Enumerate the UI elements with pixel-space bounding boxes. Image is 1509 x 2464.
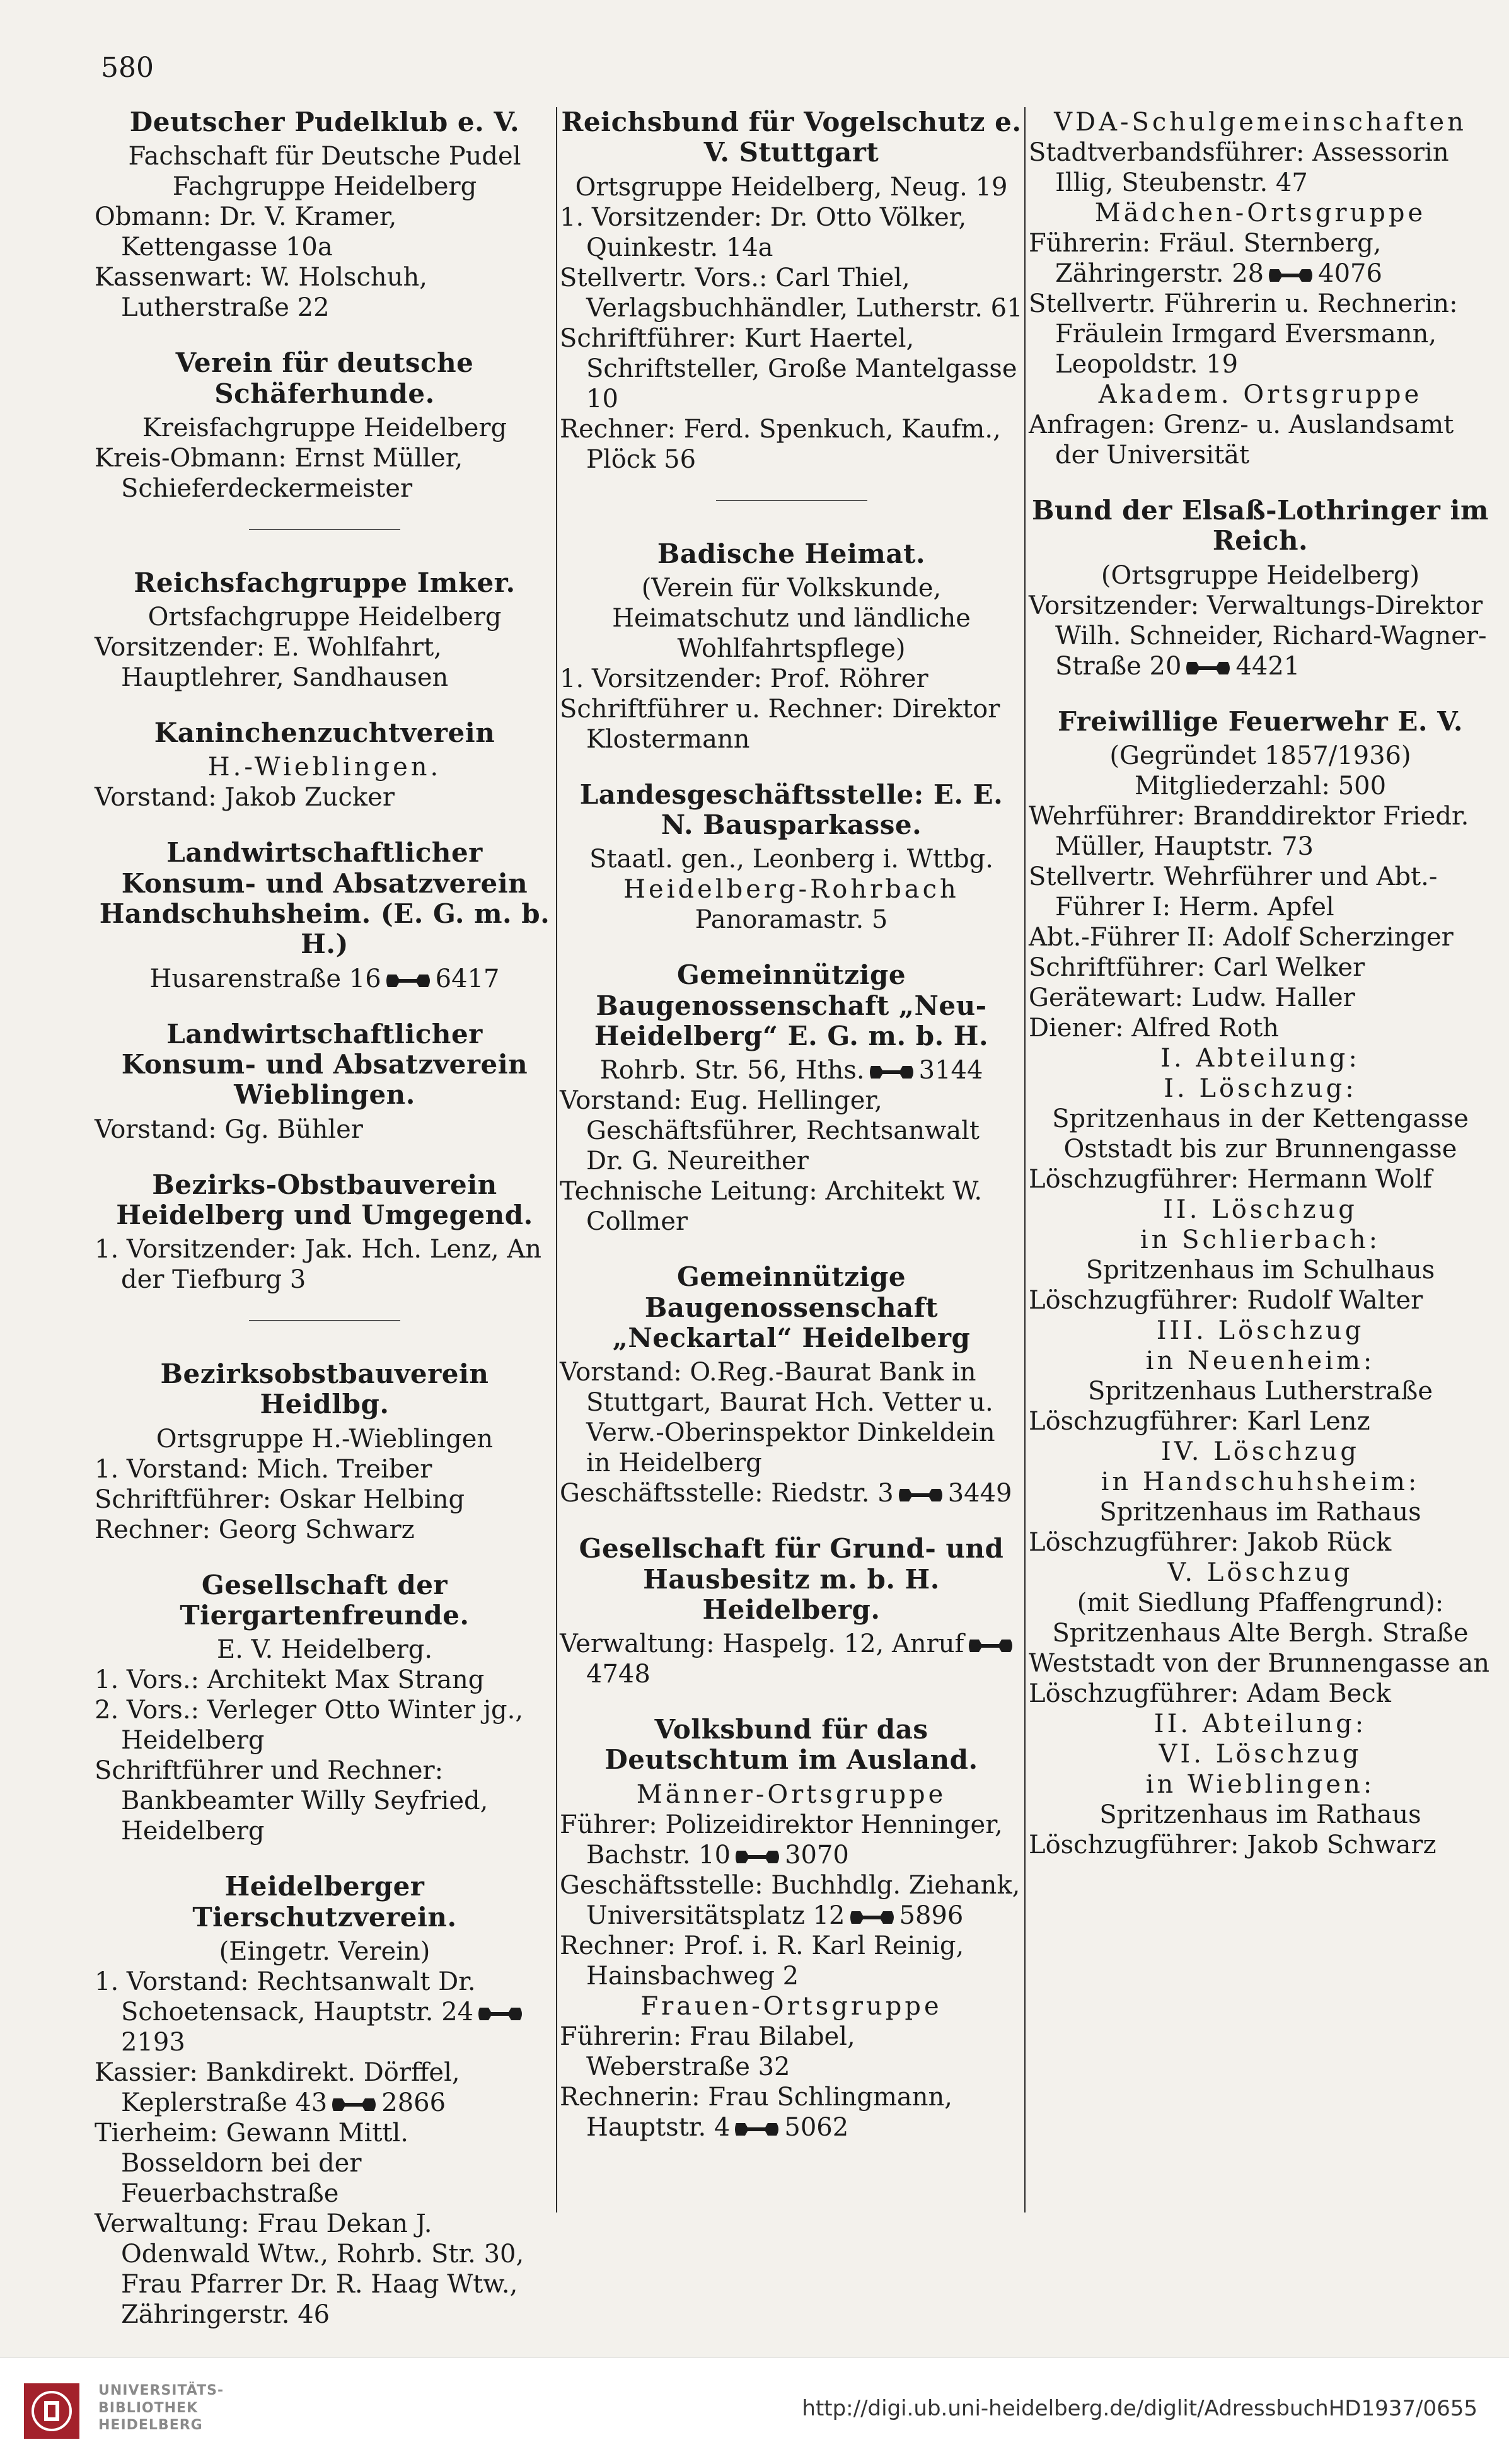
entry-title: Volksbund für das Deutschtum im Ausland. — [604, 1714, 978, 1776]
entry-line-text: Gerätewart: Ludw. Haller — [1029, 983, 1355, 1012]
directory-entry — [560, 1534, 1023, 1689]
entry-line-text: Geschäftsstelle: Riedstr. 3 — [560, 1479, 894, 1508]
phone-number: 5896 — [899, 1900, 964, 1930]
entry-line — [1029, 1769, 1492, 1800]
entry-line — [1029, 1618, 1492, 1648]
entry-line — [1029, 1679, 1492, 1709]
entry-line — [1029, 1830, 1492, 1860]
entry-line-text: Abt.-Führer II: Adolf Scherzinger — [1029, 922, 1454, 952]
entry-line-text: Kreis-Obmann: Ernst Müller, Schieferdeckermeister — [95, 443, 463, 503]
entry-line-text: (Ortsgruppe Heidelberg) — [1101, 560, 1420, 590]
phone-number: 2866 — [381, 2088, 446, 2117]
entry-line — [1029, 1527, 1492, 1558]
library-seal-icon — [23, 2382, 81, 2440]
entry-line-text: Vorstand: Eug. Hellinger, Geschäftsführer, Rechtsanwalt Dr. G. Neureither — [560, 1086, 980, 1176]
entry-title: Gesellschaft der Tiergartenfreunde. — [180, 1569, 470, 1631]
section-separator — [716, 500, 867, 501]
entry-line-text: Stellvertr. Wehrführer und Abt.-Führer I: Herm. Apfel — [1029, 862, 1438, 922]
entry-line-text: Verwaltung: Haspelg. 12, Anruf — [560, 1629, 964, 1659]
entry-line — [1029, 1073, 1492, 1104]
entry-line — [560, 1810, 1023, 1870]
telephone-receiver-icon — [734, 1847, 781, 1867]
entry-line-text: Rechner: Georg Schwarz — [95, 1515, 415, 1544]
entry-line — [1029, 198, 1492, 228]
entry-line-text: Spritzenhaus im Rathaus — [1099, 1800, 1421, 1829]
entry-line-text: Oststadt bis zur Brunnengasse — [1063, 1134, 1457, 1164]
library-name-line: HEIDELBERG — [98, 2417, 203, 2433]
entry-line — [560, 1055, 1023, 1085]
directory-entry — [95, 1170, 555, 1295]
entry-line-text: Mädchen-Ortsgruppe — [1094, 199, 1426, 228]
entry-line — [560, 664, 1023, 694]
document-url-link[interactable]: http://digi.ub.uni-heidelberg.de/diglit/AdressbuchHD1937/0655 — [802, 2396, 1477, 2421]
entry-title: Reichsfachgruppe Imker. — [134, 567, 516, 598]
entry-line-text: Husarenstraße 16 — [149, 964, 381, 993]
entry-line-text: Vorsitzender: Verwaltungs-Direktor Wilh. Schneider, Richard-Wagner-Straße 20 — [1029, 591, 1487, 681]
entry-line — [1029, 1013, 1492, 1043]
entry-line-text: Kassenwart: W. Holschuh, Lutherstraße 22 — [95, 263, 427, 323]
entry-line-text: Ortsfachgruppe Heidelberg — [147, 603, 502, 632]
entry-line — [1029, 1709, 1492, 1739]
entry-line-text: in Neuenheim: — [1145, 1346, 1375, 1375]
entry-line-text: Obmann: Dr. V. Kramer, Kettengasse 10a — [95, 202, 397, 262]
entry-line — [560, 1870, 1023, 1931]
entry-line-text: 1. Vors.: Architekt Max Strang — [95, 1665, 485, 1695]
entry-line — [1029, 983, 1492, 1013]
library-name-line: UNIVERSITÄTS- — [98, 2383, 224, 2398]
entry-line-text: Frauen-Ortsgruppe — [640, 1991, 942, 2021]
entry-line — [560, 573, 1023, 664]
entry-line — [1029, 137, 1492, 198]
entry-line — [1029, 1104, 1492, 1134]
column-rule-left — [556, 107, 557, 2212]
entry-title: Bezirksobstbauverein Heidlbg. — [160, 1358, 489, 1420]
entry-line-text: Spritzenhaus Lutherstraße — [1087, 1376, 1433, 1406]
entry-line-text: II. Löschzug — [1163, 1194, 1358, 1224]
entry-line-text: Vorsitzender: E. Wohlfahrt, Hauptlehrer, Sandhausen — [95, 633, 449, 693]
entry-line — [1029, 1164, 1492, 1194]
entry-line — [95, 2118, 555, 2209]
entry-line-text: Rechnerin: Frau Schlingmann, Hauptstr. 4 — [560, 2082, 952, 2142]
phone-number: 4076 — [1318, 259, 1382, 288]
entry-line-text: Vorstand: Gg. Bühler — [95, 1114, 363, 1144]
entry-line — [1029, 922, 1492, 952]
entry-line — [1029, 1285, 1492, 1316]
directory-entry — [560, 539, 1023, 755]
entry-line — [1029, 289, 1492, 379]
directory-column-2 — [560, 107, 1023, 2238]
entry-line — [95, 2209, 555, 2330]
phone-number: 4421 — [1235, 651, 1300, 681]
library-name — [98, 2382, 287, 2434]
entry-line — [95, 171, 555, 202]
entry-line-text: Spritzenhaus im Schulhaus — [1085, 1255, 1435, 1285]
entry-line-text: in Wieblingen: — [1145, 1769, 1375, 1799]
entry-line-text: Vorstand: Jakob Zucker — [95, 783, 395, 813]
entry-line — [1029, 1346, 1492, 1376]
entry-line — [1029, 1497, 1492, 1527]
entry-line-text: Weststadt von der Brunnengasse an — [1029, 1648, 1489, 1678]
entry-line — [1029, 1558, 1492, 1588]
entry-line-text: Tierheim: Gewann Mittl. Bosseldorn bei der Feuerbachstraße — [95, 2118, 408, 2208]
telephone-receiver-icon — [331, 2095, 378, 2115]
directory-column-1 — [95, 107, 555, 2329]
entry-line-text: Ortsgruppe H.-Wieblingen — [156, 1424, 494, 1454]
entry-line — [1029, 952, 1492, 983]
entry-title: Landwirtschaftlicher Konsum- und Absatzverein Wieblingen. — [121, 1018, 528, 1111]
directory-entry — [95, 1871, 555, 2330]
telephone-receiver-icon — [477, 2004, 524, 2024]
entry-line — [95, 262, 555, 323]
entry-line-text: I. Löschzug: — [1164, 1073, 1357, 1103]
entry-line-text: Führer: Polizeidirektor Henninger, Bachstr. 10 — [560, 1810, 1003, 1870]
entry-line — [560, 1991, 1023, 2022]
entry-line — [1029, 1255, 1492, 1285]
entry-line-text: II. Abteilung: — [1153, 1709, 1367, 1738]
entry-line — [1029, 741, 1492, 771]
entry-line-text: Vorstand: O.Reg.-Baurat Bank in Stuttgart, Baurat Hch. Vetter u. Verw.-Oberinspektor Dinkeldein in Heidelberg — [560, 1358, 995, 1478]
page-number: 580 — [101, 52, 154, 84]
entry-line — [95, 413, 555, 443]
entry-line — [95, 1665, 555, 1695]
entry-line-text: Staatl. gen., Leonberg i. Wttbg. — [589, 845, 993, 874]
entry-line-text: 1. Vorsitzender: Prof. Röhrer — [560, 664, 928, 693]
directory-entry — [95, 107, 555, 323]
entry-line — [1029, 107, 1492, 137]
entry-line-text: Stellvertr. Vors.: Carl Thiel, Verlagsbuchhändler, Lutherstr. 61 — [560, 263, 1023, 323]
entry-line-text: in Handschuhsheim: — [1101, 1467, 1420, 1496]
entry-line — [95, 141, 555, 171]
entry-line — [560, 1478, 1023, 1508]
telephone-receiver-icon — [898, 1485, 944, 1505]
entry-line-text: Kreisfachgruppe Heidelberg — [142, 413, 507, 442]
entry-line — [1029, 1437, 1492, 1467]
entry-line — [95, 1936, 555, 1967]
entry-line-text: Fachgruppe Heidelberg — [172, 172, 477, 202]
entry-line-text: (mit Siedlung Pfaffengrund): — [1077, 1588, 1444, 1617]
entry-title: Kaninchenzuchtverein — [154, 717, 495, 749]
entry-line — [1029, 1376, 1492, 1406]
entry-line — [1029, 862, 1492, 922]
directory-entry — [1029, 495, 1492, 681]
entry-line-text: IV. Löschzug — [1161, 1437, 1360, 1466]
entry-line — [1029, 1648, 1492, 1679]
entry-line-text: Akadem. Ortsgruppe — [1098, 380, 1423, 409]
entry-line — [560, 1931, 1023, 1991]
entry-line-text: VI. Löschzug — [1159, 1739, 1362, 1769]
entry-line — [1029, 1588, 1492, 1618]
entry-title: Freiwillige Feuerwehr E. V. — [1058, 705, 1463, 737]
phone-number: 6417 — [435, 964, 500, 993]
entry-line — [95, 1454, 555, 1484]
entry-line — [1029, 560, 1492, 591]
directory-column-3 — [1029, 107, 1492, 2238]
entry-line-text: Panoramastr. 5 — [695, 905, 888, 935]
entry-line — [1029, 801, 1492, 862]
entry-line — [560, 1629, 1023, 1689]
entry-line — [1029, 379, 1492, 410]
entry-line — [560, 172, 1023, 202]
entry-line-text: Verwaltung: Frau Dekan J. Odenwald Wtw., Rohrb. Str. 30, Frau Pfarrer Dr. R. Haag Wtw., Zähringerstr. 46 — [95, 2209, 524, 2329]
entry-line — [560, 323, 1023, 414]
telephone-receiver-icon — [1268, 265, 1314, 286]
entry-line — [95, 1755, 555, 1846]
entry-line-text: Führerin: Frau Bilabel, Weberstraße 32 — [560, 2022, 855, 2081]
entry-line-text: Löschzugführer: Rudolf Walter — [1029, 1285, 1423, 1315]
entry-line-text: Löschzugführer: Hermann Wolf — [1029, 1164, 1432, 1194]
entry-title: Reichsbund für Vogelschutz e. V. Stuttgart — [561, 107, 1022, 168]
entry-line — [95, 2057, 555, 2118]
entry-line-text: Spritzenhaus in der Kettengasse — [1052, 1104, 1469, 1133]
entry-line — [560, 202, 1023, 263]
entry-line — [1029, 1316, 1492, 1346]
entry-line-text: Schriftführer: Kurt Haertel, Schriftsteller, Große Mantelgasse 10 — [560, 323, 1017, 414]
entry-title: Deutscher Pudelklub e. V. — [129, 107, 520, 137]
entry-line-text: III. Löschzug — [1156, 1316, 1365, 1345]
entry-line-text: in Schlierbach: — [1140, 1225, 1381, 1254]
directory-entry — [95, 1019, 555, 1145]
entry-line-text: 2. Vors.: Verleger Otto Winter jg., Heidelberg — [95, 1696, 524, 1755]
entry-line — [560, 905, 1023, 935]
entry-line-text: Diener: Alfred Roth — [1029, 1013, 1279, 1043]
directory-entry — [560, 1262, 1023, 1508]
entry-line-text: (Gegründet 1857/1936) — [1109, 741, 1411, 770]
entry-line-text: E. V. Heidelberg. — [216, 1635, 433, 1665]
entry-line-text: Stadtverbandsführer: Assessorin Illig, Steubenstr. 47 — [1029, 138, 1449, 197]
entry-line-text: Schriftführer u. Rechner: Direktor Klostermann — [560, 694, 1000, 754]
telephone-receiver-icon — [385, 971, 432, 991]
entry-line-text: Kassier: Bankdirekt. Dörffel, Keplerstraße 43 — [95, 2057, 460, 2117]
entry-line — [560, 1357, 1023, 1478]
telephone-receiver-icon — [734, 2119, 780, 2139]
entry-line-text: (Eingetr. Verein) — [219, 1936, 431, 1966]
entry-line-text: Löschzugführer: Jakob Rück — [1029, 1527, 1392, 1557]
entry-title: Landesgeschäftsstelle: E. E. N. Bausparkasse. — [579, 778, 1003, 841]
column-rule-right — [1024, 107, 1026, 2212]
telephone-receiver-icon — [968, 1636, 1014, 1656]
entry-line-text: Ortsgruppe Heidelberg, Neug. 19 — [575, 172, 1008, 202]
entry-line — [560, 1779, 1023, 1810]
directory-entry — [95, 718, 555, 813]
entry-line — [95, 1634, 555, 1665]
entry-line-text: Mitgliederzahl: 500 — [1134, 771, 1387, 801]
entry-line-text: I. Abteilung: — [1160, 1043, 1360, 1073]
entry-line — [560, 2082, 1023, 2143]
entry-line — [95, 1967, 555, 2057]
entry-line — [95, 1424, 555, 1454]
entry-line — [1029, 1467, 1492, 1497]
directory-entry — [95, 568, 555, 693]
entry-line — [95, 1484, 555, 1515]
entry-line-text: Schriftführer: Oskar Helbing — [95, 1484, 465, 1514]
library-name-line: BIBLIOTHEK — [98, 2400, 199, 2416]
entry-line-text: Rechner: Prof. i. R. Karl Reinig, Hainsbachweg 2 — [560, 1931, 964, 1991]
entry-line — [95, 602, 555, 632]
entry-line — [95, 1234, 555, 1295]
entry-line-text: VDA-Schulgemeinschaften — [1054, 108, 1467, 137]
entry-title: Gemeinnützige Baugenossenschaft „Neckartal“ Heidelberg — [612, 1261, 971, 1353]
entry-line — [1029, 1134, 1492, 1164]
directory-entry — [560, 960, 1023, 1237]
entry-title: Badische Heimat. — [657, 538, 926, 569]
entry-line — [95, 1114, 555, 1145]
directory-entry — [95, 1359, 555, 1545]
entry-line-text: Heidelberg-Rohrbach — [623, 875, 959, 905]
entry-line-text: Fachschaft für Deutsche Pudel — [128, 142, 521, 171]
entry-line-text: Spritzenhaus Alte Bergh. Straße — [1052, 1618, 1469, 1648]
directory-entry — [560, 780, 1023, 935]
entry-line — [1029, 410, 1492, 470]
entry-line — [95, 782, 555, 813]
directory-entry — [1029, 107, 1492, 470]
entry-line-text: Löschzugführer: Karl Lenz — [1029, 1406, 1370, 1436]
entry-line — [1029, 1225, 1492, 1255]
entry-line-text: 1. Vorstand: Rechtsanwalt Dr. Schoetensack, Hauptstr. 24 — [95, 1967, 476, 2027]
entry-title: Bund der Elsaß-Lothringer im Reich. — [1032, 495, 1489, 557]
entry-line — [95, 1695, 555, 1755]
entry-title: Bezirks-Obstbauverein Heidelberg und Umgegend. — [116, 1169, 533, 1230]
entry-line-text: Führerin: Fräul. Sternberg, Zähringerstr. 28 — [1029, 229, 1382, 288]
entry-title: Verein für deutsche Schäferhunde. — [175, 347, 474, 409]
entry-title: Heidelberger Tierschutzverein. — [192, 1871, 457, 1933]
entry-line — [1029, 591, 1492, 681]
entry-line-text: Löschzugführer: Jakob Schwarz — [1029, 1830, 1437, 1860]
directory-entry — [560, 107, 1023, 475]
entry-line — [1029, 1800, 1492, 1830]
entry-line-text: 1. Vorsitzender: Jak. Hch. Lenz, An der Tiefburg 3 — [95, 1235, 541, 1295]
entry-line — [560, 694, 1023, 755]
phone-number: 2193 — [121, 2027, 185, 2057]
viewer-footer — [0, 2357, 1509, 2464]
entry-line-text: Schriftführer: Carl Welker — [1029, 952, 1365, 982]
entry-line — [95, 752, 555, 782]
entry-line — [1029, 1406, 1492, 1437]
entry-line — [1029, 1043, 1492, 1073]
entry-line-text: Stellvertr. Führerin u. Rechnerin: Fräulein Irmgard Eversmann, Leopoldstr. 19 — [1029, 289, 1458, 379]
telephone-receiver-icon — [869, 1062, 915, 1082]
entry-line — [560, 414, 1023, 475]
entry-line — [95, 202, 555, 262]
entry-line — [95, 1515, 555, 1545]
phone-number: 5062 — [784, 2112, 849, 2142]
entry-line-text: Spritzenhaus im Rathaus — [1099, 1497, 1421, 1527]
phone-number: 3070 — [785, 1840, 849, 1870]
directory-entry — [95, 1570, 555, 1847]
entry-title: Gesellschaft für Grund- und Hausbesitz m. b. H. Heidelberg. — [579, 1533, 1004, 1625]
entry-line-text: Geschäftsstelle: Buchhdlg. Ziehank, Universitätsplatz 12 — [560, 1870, 1020, 1930]
entry-line-text: Rohrb. Str. 56, Hths. — [599, 1056, 865, 1085]
entry-line — [560, 874, 1023, 905]
entry-line — [1029, 228, 1492, 289]
directory-entry — [560, 1715, 1023, 2143]
entry-line-text: Wehrführer: Branddirektor Friedr. Müller, Hauptstr. 73 — [1029, 801, 1469, 861]
entry-line — [560, 2022, 1023, 2082]
entry-title: Landwirtschaftlicher Konsum- und Absatzverein Handschuhsheim. (E. G. m. b. H.) — [99, 837, 550, 960]
entry-line-text: 1. Vorstand: Mich. Treiber — [95, 1454, 432, 1484]
entry-line-text: Männer-Ortsgruppe — [636, 1779, 947, 1809]
entry-line-text: V. Löschzug — [1167, 1558, 1353, 1587]
entry-line-text: Anfragen: Grenz- u. Auslandsamt der Universität — [1029, 410, 1454, 470]
entry-line — [1029, 771, 1492, 801]
entry-line-text: Rechner: Ferd. Spenkuch, Kaufm., Plöck 56 — [560, 414, 1001, 474]
entry-line — [1029, 1739, 1492, 1769]
entry-line — [560, 1176, 1023, 1237]
entry-line — [560, 844, 1023, 874]
entry-line-text: Technische Leitung: Architekt W. Collmer — [560, 1177, 983, 1237]
telephone-receiver-icon — [1185, 658, 1232, 678]
entry-line — [95, 632, 555, 693]
entry-line-text: 1. Vorsitzender: Dr. Otto Völker, Quinkestr. 14a — [560, 202, 967, 262]
entry-line-text: H.-Wieblingen. — [207, 753, 442, 782]
directory-entry — [95, 838, 555, 993]
entry-line — [95, 443, 555, 504]
entry-line — [1029, 1194, 1492, 1225]
phone-number: 4748 — [586, 1660, 650, 1689]
entry-line — [560, 263, 1023, 323]
entry-line-text: (Verein für Volkskunde, Heimatschutz und ländliche Wohlfahrtspflege) — [612, 573, 971, 663]
entry-line — [560, 1085, 1023, 1176]
entry-title: Gemeinnützige Baugenossenschaft „Neu-Heidelberg“ E. G. m. b. H. — [594, 959, 989, 1052]
directory-entry — [1029, 707, 1492, 1860]
directory-entry — [95, 348, 555, 504]
entry-line-text: Löschzugführer: Adam Beck — [1029, 1679, 1391, 1708]
phone-number: 3144 — [918, 1056, 983, 1085]
entry-line — [95, 964, 555, 994]
telephone-receiver-icon — [849, 1907, 896, 1928]
section-separator — [249, 529, 400, 530]
phone-number: 3449 — [947, 1479, 1012, 1508]
section-separator — [249, 1320, 400, 1321]
entry-line-text: Schriftführer und Rechner: Bankbeamter Willy Seyfried, Heidelberg — [95, 1756, 489, 1846]
